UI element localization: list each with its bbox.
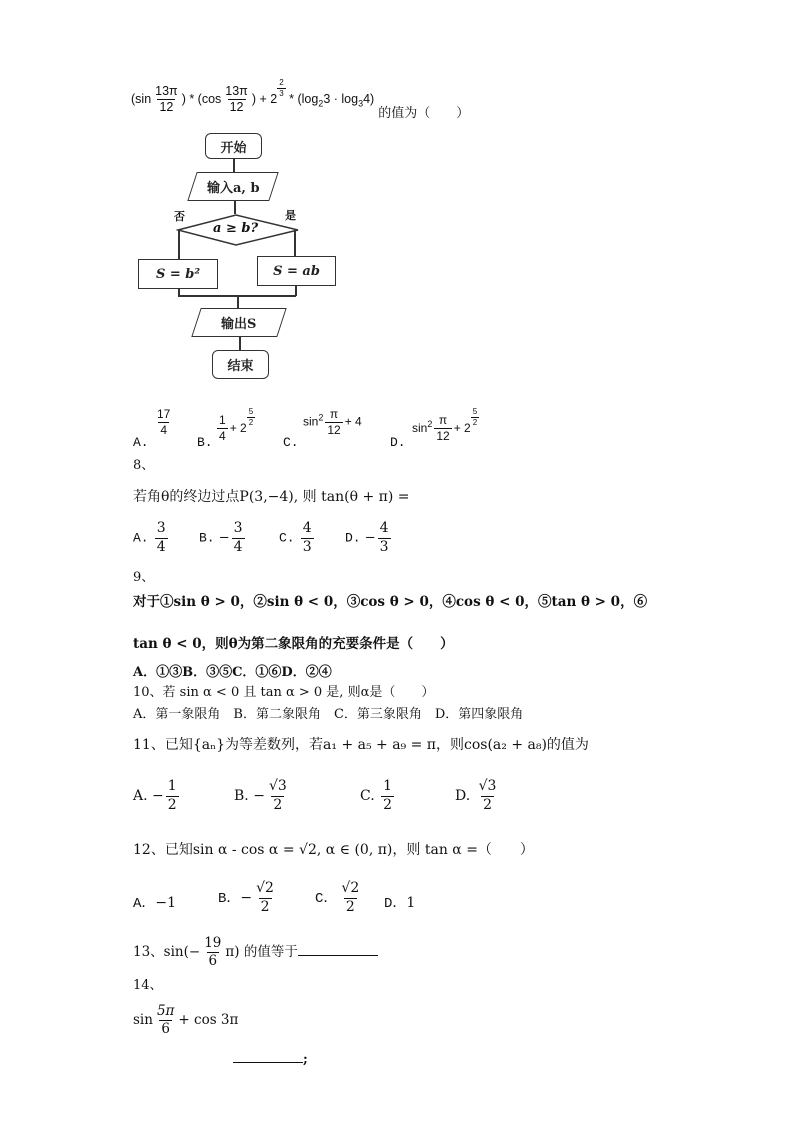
- q7-text: 3 · log: [323, 92, 359, 106]
- q14-text: + cos 3π: [178, 1011, 239, 1028]
- numerator: 3: [156, 520, 166, 536]
- numerator: 5: [472, 407, 478, 416]
- flowchart-output: [191, 308, 286, 337]
- numerator: 4: [379, 520, 389, 536]
- flowchart-start: 开始: [205, 133, 262, 159]
- sin: sin: [303, 414, 319, 429]
- q13-text: π) 的值等于: [225, 943, 298, 960]
- option-label: D.: [345, 530, 361, 546]
- option-label: B.: [199, 530, 215, 546]
- denominator: 2: [383, 796, 393, 813]
- denominator: 2: [483, 796, 493, 813]
- option-label: A.: [133, 530, 149, 546]
- connector: [234, 200, 236, 214]
- option-a-value: [153, 407, 174, 438]
- option-a-label: A.: [133, 435, 149, 450]
- denominator: 4: [219, 429, 226, 444]
- option-c-rest: + 4: [344, 414, 362, 429]
- q7-tail: 的值为（ ）: [378, 105, 470, 120]
- sin: sin: [412, 421, 428, 435]
- option-label: A.: [133, 788, 148, 804]
- q7-text: (sin: [131, 92, 152, 106]
- numerator: 5: [248, 407, 254, 416]
- connector: [239, 336, 241, 350]
- denominator: 3: [302, 538, 312, 555]
- subscript: 3: [358, 98, 364, 109]
- q11-option-b: [234, 778, 291, 814]
- q7-text: ) + 2: [251, 92, 278, 106]
- numerator: 4: [302, 520, 312, 536]
- subscript: 2: [318, 98, 324, 109]
- numerator: √3: [478, 778, 497, 794]
- sin: sin: [133, 1011, 153, 1028]
- q9-line2: tan θ < 0，则θ为第二象限角的充要条件是（ ）: [133, 636, 454, 652]
- q14-number: 14、: [133, 978, 163, 993]
- numerator: √2: [341, 880, 360, 896]
- fraction: [223, 84, 250, 116]
- denominator: 3: [279, 89, 284, 98]
- numerator: 1: [219, 413, 226, 428]
- option-d-value: [412, 407, 479, 444]
- denominator: 2: [472, 418, 478, 427]
- numerator: 3: [233, 520, 243, 536]
- numerator: π: [329, 407, 339, 421]
- option-c-value: [303, 407, 362, 438]
- denominator: 2: [167, 796, 177, 813]
- q9-number: 9、: [133, 570, 155, 585]
- denominator: 12: [436, 429, 450, 444]
- option-d-rest: + 2: [453, 421, 471, 435]
- option-label: A．: [133, 896, 156, 912]
- q12-option-a: [133, 895, 176, 913]
- numerator: 13π: [155, 83, 178, 98]
- superscript: 2: [427, 419, 433, 429]
- connector: [294, 230, 296, 256]
- q11-stem: 11、已知{aₙ}为等差数列，若a₁ + a₅ + a₉ = π，则cos(a₂ + a₈)的值为: [133, 737, 589, 753]
- sign: −: [218, 530, 230, 546]
- sign: −: [253, 788, 265, 804]
- numerator: 2: [279, 78, 284, 87]
- q9-options: A．①③B．③⑤C．①⑥D．②④: [133, 665, 332, 680]
- numerator: 19: [204, 935, 222, 951]
- q10-stem: 10、若 sin α < 0 且 tan α > 0 是, 则α是（ ）: [133, 685, 435, 700]
- flowchart-input: [187, 172, 278, 201]
- sign: −: [364, 530, 376, 546]
- option-label: B．: [218, 891, 241, 907]
- option-c-label: C.: [283, 435, 299, 450]
- q14-expression: [133, 1003, 238, 1038]
- denominator: 6: [208, 952, 218, 969]
- q12-stem: 12、已知sin α - cos α = √2, α ∈ (0, π)，则 tan α =（ ）: [133, 842, 534, 858]
- answer-blank[interactable]: [298, 941, 378, 956]
- option-d-label: D.: [390, 435, 406, 450]
- numerator: 1: [167, 778, 177, 794]
- option-label: C.: [360, 788, 375, 804]
- q11-option-a: [133, 778, 181, 814]
- connector: [178, 230, 180, 259]
- numerator: 5π: [156, 1003, 175, 1019]
- q13: [133, 935, 378, 970]
- denominator: 2: [260, 898, 270, 915]
- denominator: 12: [229, 100, 244, 115]
- q9-line1: 对于①sin θ > 0，②sin θ < 0，③cos θ > 0，④cos θ < 0，⑤tan θ > 0，⑥: [133, 594, 648, 610]
- denominator: 2: [345, 898, 355, 915]
- q8-option-b: [199, 520, 247, 556]
- denominator: 3: [379, 538, 389, 555]
- q7-text: 4): [363, 92, 375, 106]
- numerator: 17: [157, 407, 171, 421]
- q7-expression: [131, 78, 469, 121]
- connector: [233, 158, 235, 172]
- denominator: 12: [327, 423, 341, 437]
- answer-blank[interactable]: [233, 1048, 303, 1063]
- q8-stem: 若角θ的终边过点P(3,−4), 则 tan(θ + π) =: [133, 489, 410, 505]
- numerator: √2: [256, 880, 274, 896]
- flowchart-box-right: S = ab: [257, 256, 336, 286]
- option-label: C.: [279, 530, 295, 546]
- numerator: 1: [383, 778, 393, 794]
- q8-option-c: [279, 520, 316, 556]
- flowchart-end: 结束: [212, 350, 269, 379]
- option-b-rest: + 2: [229, 421, 247, 435]
- connector: [237, 296, 239, 308]
- fraction: [153, 84, 180, 116]
- q8-number: 8、: [133, 458, 155, 473]
- numerator: √3: [268, 778, 287, 794]
- q11-option-c: [360, 778, 396, 814]
- q13-text: 13、sin(−: [133, 943, 201, 960]
- option-label: B.: [234, 788, 249, 804]
- numerator: 13π: [225, 83, 248, 98]
- q8-option-a: [133, 520, 170, 556]
- q11-option-d: [455, 778, 500, 814]
- output-label: 输出S: [221, 317, 257, 332]
- q8-option-d: [345, 520, 393, 556]
- option-value: −1: [155, 895, 177, 911]
- option-b-label: B.: [197, 435, 213, 450]
- sign: −: [152, 788, 164, 804]
- denominator: 12: [159, 100, 174, 115]
- flowchart-box-left: S = b²: [138, 259, 218, 289]
- no-label: 否: [174, 210, 185, 223]
- semicolon: ;: [303, 1052, 308, 1067]
- q14-answer: [233, 1048, 308, 1068]
- q12-option-d: [384, 895, 415, 913]
- exponent-fraction: [277, 78, 285, 99]
- option-b-value: [215, 407, 255, 444]
- denominator: 6: [161, 1020, 170, 1037]
- superscript: 2: [318, 412, 324, 423]
- denominator: 4: [160, 423, 168, 437]
- option-label: D．: [384, 896, 407, 912]
- option-value: 1: [406, 895, 416, 911]
- decision-label: a ≥ b?: [213, 221, 259, 236]
- q7-text: ) * (cos: [181, 92, 222, 106]
- option-label: C．: [315, 891, 338, 907]
- denominator: 2: [248, 418, 254, 427]
- option-label: D.: [455, 788, 471, 804]
- denominator: 4: [233, 538, 243, 555]
- q12-option-c: [315, 880, 363, 916]
- q10-options: A．第一象限角 B．第二象限角 C．第三象限角 D．第四象限角: [133, 707, 524, 722]
- q7-text: * (log: [285, 92, 319, 106]
- denominator: 2: [273, 796, 283, 813]
- input-label: 输入a, b: [206, 181, 260, 196]
- yes-label: 是: [285, 209, 296, 222]
- q12-option-b: [218, 880, 278, 916]
- numerator: π: [438, 413, 448, 428]
- denominator: 4: [156, 538, 166, 555]
- sign: −: [240, 890, 253, 906]
